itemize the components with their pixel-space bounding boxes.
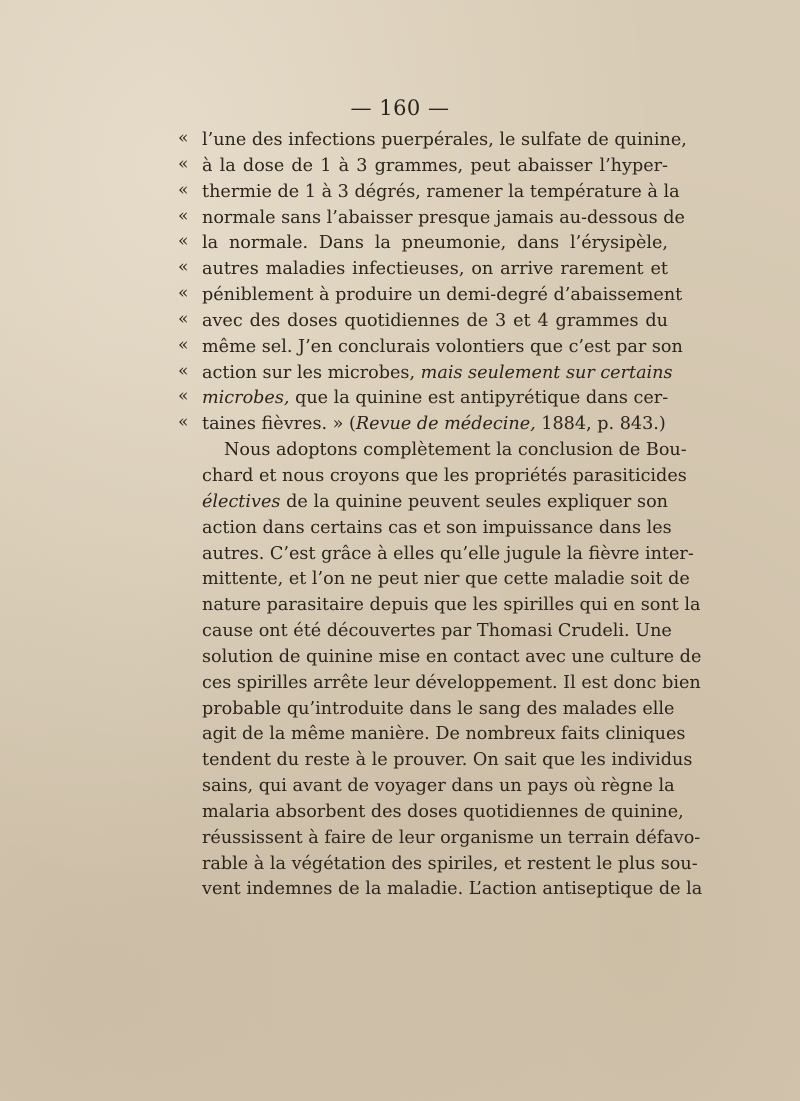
paragraph-line: autres. C’est grâce à elles qu’elle jugule la fièvre inter- xyxy=(202,543,694,564)
paragraph-line: vent indemnes de la maladie. L’action antiseptique de la xyxy=(202,879,703,900)
paragraph-line: rable à la végétation des spiriles, et restent le plus sou- xyxy=(202,853,698,874)
quote-mark: « xyxy=(178,205,189,226)
paragraph-line: réussissent à faire de leur organisme un terrain défavo- xyxy=(202,827,701,848)
quote-mark: « xyxy=(178,283,189,304)
quoted-line: « normale sans l’abaisser presque jamais au-dessous de xyxy=(178,205,685,228)
quote-mark: « xyxy=(178,179,189,200)
quoted-line: « microbes, que la quinine est antipyrétique dans cer- xyxy=(178,386,669,409)
paragraph-line: Nous adoptons complètement la conclusion de Bou- xyxy=(224,440,687,461)
paragraph-line: solution de quinine mise en contact avec une culture de xyxy=(202,646,702,667)
quote-mark: « xyxy=(178,412,189,433)
paragraph-line: probable qu’introduite dans le sang des malades elle xyxy=(202,698,675,719)
paragraph-line: agit de la même manière. De nombreux faits cliniques xyxy=(202,724,686,745)
quote-mark: « xyxy=(178,334,189,355)
quote-mark: « xyxy=(178,153,189,174)
quote-mark: « xyxy=(178,257,189,278)
quoted-line: « péniblement à produire un demi-degré d’abaissement xyxy=(178,283,683,306)
quoted-line: « même sel. J’en conclurais volontiers que c’est par son xyxy=(178,334,683,357)
page-number: — 160 — xyxy=(350,96,450,120)
quote-mark: « xyxy=(178,128,189,148)
quoted-line: « action sur les microbes, mais seulement sur certains xyxy=(178,360,673,383)
paragraph-line: cause ont été découvertes par Thomasi Crudeli. Une xyxy=(202,621,672,642)
paragraph-line: nature parasitaire depuis que les spirilles qui en sont la xyxy=(202,595,701,616)
paragraph-line: tendent du reste à le prouver. On sait que les individus xyxy=(202,750,693,771)
quote-mark: « xyxy=(178,360,189,381)
paragraph-line: sains, qui avant de voyager dans un pays où règne la xyxy=(202,776,675,797)
paragraph-line: ces spirilles arrête leur développement. Il est donc bien xyxy=(202,672,701,693)
paragraph-line: électives de la quinine peuvent seules expliquer son xyxy=(202,491,668,512)
quote-mark: « xyxy=(178,386,189,407)
paragraph-line: mittente, et l’on ne peut nier que cette maladie soit de xyxy=(202,569,690,590)
paragraph-line: action dans certains cas et son impuissance dans les xyxy=(202,517,672,538)
quoted-line: « thermie de 1 à 3 dégrés, ramener la température à la xyxy=(178,179,680,202)
body-text xyxy=(178,128,703,903)
quoted-line: « autres maladies infectieuses, on arrive rarement et xyxy=(178,257,668,280)
quoted-line: « taines fièvres. » (Revue de médecine, 1884, p. 843.) xyxy=(178,412,666,435)
quote-mark: « xyxy=(178,231,189,252)
quoted-line: « à la dose de 1 à 3 grammes, peut abaisser l’hyper- xyxy=(178,153,668,176)
quoted-line: « l’une des infections puerpérales, le sulfate de quinine, xyxy=(178,128,687,150)
quoted-line: « la normale. Dans la pneumonie, dans l’érysipèle, xyxy=(178,231,668,254)
quoted-line: « avec des doses quotidiennes de 3 et 4 grammes du xyxy=(178,308,668,331)
paragraph-line: malaria absorbent des doses quotidiennes de quinine, xyxy=(202,801,684,822)
paragraph-line: chard et nous croyons que les propriétés parasiticides xyxy=(202,465,687,486)
quote-mark: « xyxy=(178,308,189,329)
